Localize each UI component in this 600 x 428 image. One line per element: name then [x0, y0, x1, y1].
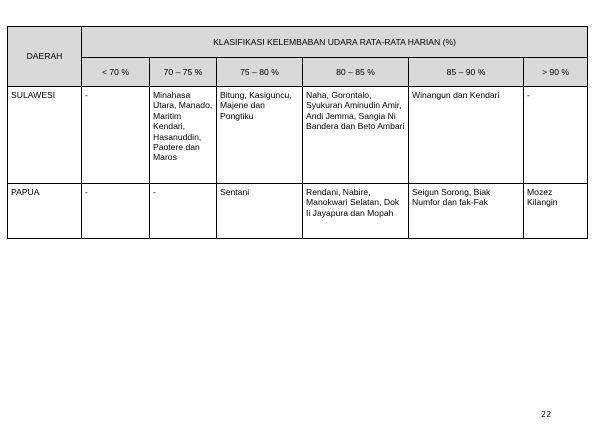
- table-cell: -: [82, 87, 150, 184]
- column-header-85-90: 85 – 90 %: [409, 58, 524, 87]
- table-cell: Naha, Gorontalo, Syukuran Aminudin Amir, Andi Jemma, Sangia Ni Bandera dan Beto Ambari: [303, 87, 409, 184]
- region-cell: PAPUA: [8, 184, 82, 239]
- table-row: [8, 184, 588, 239]
- column-header-80-85: 80 – 85 %: [303, 58, 409, 87]
- region-column-header: DAERAH: [8, 27, 82, 87]
- column-header-above-90: > 90 %: [524, 58, 588, 87]
- table-row: [8, 87, 588, 184]
- region-cell: SULAWESI: [8, 87, 82, 184]
- table-cell: Seigun Sorong, Biak Numfor dan fak-Fak: [409, 184, 524, 239]
- table-cell: -: [150, 184, 217, 239]
- page-number: 22: [541, 410, 552, 419]
- table-cell: Bitung, Kasiguncu, Majene dan Pongtiku: [217, 87, 303, 184]
- table-cell: -: [82, 184, 150, 239]
- column-header-below-70: < 70 %: [82, 58, 150, 87]
- table-cell: Rendani, Nabire, Manokwari Selatan, Dok Ii Jayapura dan Mopah: [303, 184, 409, 239]
- table-cell: Winangun dan Kendari: [409, 87, 524, 184]
- table-cell: -: [524, 87, 588, 184]
- table-cell: Mozez Kilangin: [524, 184, 588, 239]
- table-cell: Minahasa Utara, Manado, Maritim Kendari, Hasanuddin, Paotere dan Maros: [150, 87, 217, 184]
- column-header-70-75: 70 – 75 %: [150, 58, 217, 87]
- humidity-classification-table: [7, 26, 588, 239]
- classification-group-header: KLASIFIKASI KELEMBABAN UDARA RATA-RATA HARIAN (%): [82, 27, 588, 58]
- table-cell: Sentani: [217, 184, 303, 239]
- column-header-75-80: 75 – 80 %: [217, 58, 303, 87]
